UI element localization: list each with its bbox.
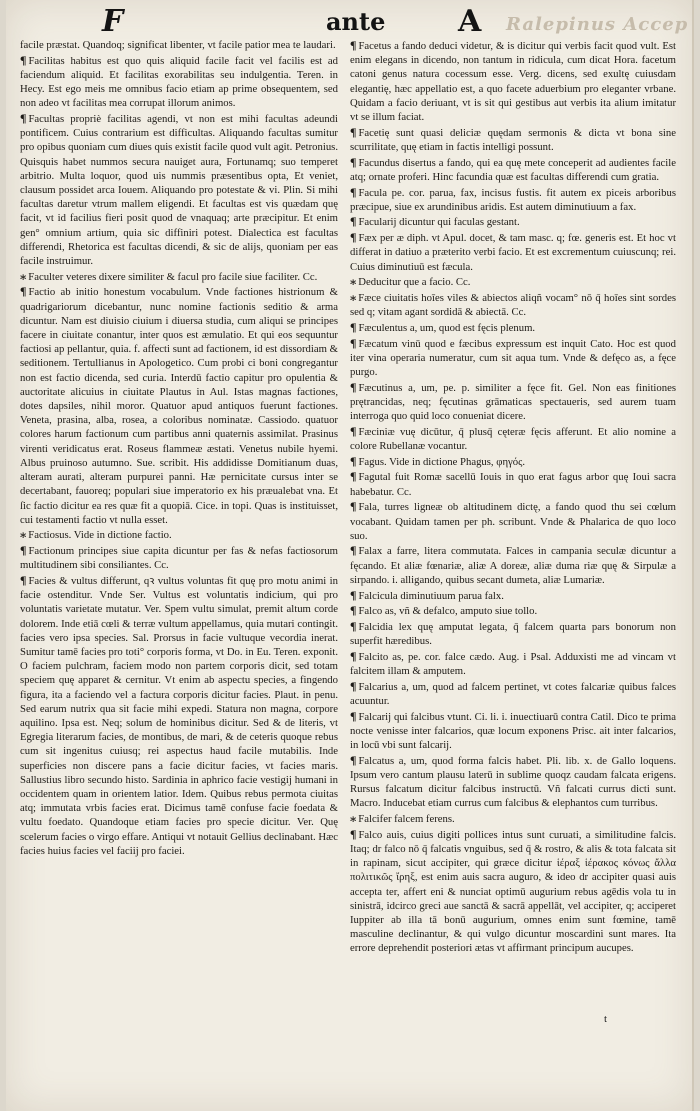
paragraph-mark-icon: ¶	[350, 648, 357, 663]
dictionary-entry	[20, 284, 338, 526]
entry-text: Factiosus. Vide in dictione factio.	[28, 529, 172, 542]
page-edge	[692, 0, 694, 1111]
entry-text: Falco as, vñ & defalco, amputo siue tollo.	[358, 605, 538, 618]
paragraph-mark-icon: ¶	[350, 603, 357, 618]
entry-text: Fæciniæ vuę dicūtur, q̄ plusq̄ cęteræ fęcis afferunt. Et alio nomine a colore Rubellanæ vocantur.	[350, 425, 676, 452]
entry-text: Facula pe. cor. parua, fax, incisus fustis. fit autem ex piceis arboribus præcipue, siue ex arundinibus aridis. Est autem diminutiuum a fax.	[350, 186, 676, 213]
dictionary-entry	[350, 380, 676, 424]
entry-text: Fagus. Vide in dictione Phagus, φηγός.	[358, 455, 526, 468]
dictionary-entry	[350, 753, 676, 811]
dictionary-entry	[350, 499, 676, 543]
paragraph-mark-icon: ¶	[350, 335, 357, 350]
paragraph-mark-icon: ¶	[350, 319, 357, 334]
dictionary-entry	[350, 274, 676, 289]
paragraph-mark-icon: ¶	[350, 587, 357, 602]
paragraph-mark-icon: ¶	[20, 573, 27, 588]
dictionary-entry	[350, 603, 676, 618]
dictionary-entry	[350, 320, 676, 335]
entry-text: Fala, turres ligneæ ob altitudinem dictę, a fando quod thu sei cœlum vocabant. Quidam tamen per ph. scribunt. Vnde & Phalarica de quo loco suo.	[350, 501, 676, 542]
entry-text: Falco auis, cuius digiti pollices intus sunt curuati, a similitudine falcis. Itaq; dr falco nō q̄ falcatis vnguibus, sed q̄ & rostro, & alis & tota falcata sit in rapinam, sicut accipiter, qui græce dicitur ἱέραξ ἱέρακος κόνως ἄλλα πολιτικῶς ἴρηξ, est enim auis sacra auguro, & ideo dr accipiter quasi auis accepta ter, affert eni & nunciat optimū augurium rebus agēdis vola tu in sinistrā, idcirco greci aue sanctā & sacrā appellāt, vel accipiter, q; acciperet Iuppiter ab illa tā bonū augurium, omnes enim sunt fœmine, tamē masculine declinantur, & qui vulgo dicuntur moscardini sunt mares. Ita errore deprehendit posteriori ætas vt affirmant principum aucupes.	[350, 828, 676, 955]
paragraph-mark-icon: ¶	[350, 453, 357, 468]
entry-text: Deducitur que a facio. Cc.	[358, 276, 471, 289]
paragraph-mark-icon: ¶	[350, 543, 357, 558]
entry-text: Facultas propriè facilitas agendi, vt non est mihi facultas adeundi pontificem. Cuius contrarium est difficultas. Aliquando facultas sumitur pro opibus quoniam cum diues quis existit facile quod vult agit. Petronius. Quisquis habet nummos secura nauiget aura, Fortunamq; suo temperet arbitrio. Multa loquor, quod uis nummis præsentibus opta, Et veniet, clausum possidet arca Iouem. Aliquando pro potestate & vi. Plin. Si mihi facultas daretur vtrum mallem eligendi. Et facultas est vis quædam quę facit, vt id facilius fieri posit quod de vnaquaq; arte præcipitur. Et enim gen° omnium artium, quia sic diffiniri potest. Dialectica est facultas differendi, Rhetorica est facultas dicendi, & sic de alijs, quoniam per eas facile instruimur.	[20, 113, 338, 268]
paragraph-mark-icon: ⁎	[20, 268, 27, 283]
running-head	[6, 6, 694, 38]
dictionary-entry	[350, 827, 676, 956]
dictionary-entry	[350, 125, 676, 154]
entry-text: Fæcatum vinū quod e fæcibus expressum est inquit Cato. Hoc est quod iter vina operaria numeratur, cum sit aqua tum. Vnde & defęco as, a fęce purgo.	[350, 337, 676, 378]
entry-text: Facies & vultus differunt, qꝛ vultus voluntas fit quę pro motu animi in facie ostenditur. Vnde Ser. Vultus est voluntatis indicium, qui pro voluntatis varietate mutatur. Ver. Spem vultu simulat, premit altum corde dolorem. Inde etiā cœli & terræ vultum appellamus, quia mutari contingit. facies vero ipsa species. Sal. Prorsus in facie vultuque vecordia inerat. Sumitur tamē facies pro toti° corporis forma, vt Do. in Eu. Teren. exponit. O faciem pulchram, faciem modo non partem corporis dicit, sed totam speciem quę apparet & cernitur. Vt enim ab aspectu species, a fingendo figura, ita a faciendo vel a factura corporis dicitur facies. Plaut. in penu. Sed earum nutrix qua sit facie mihi expedi. Statura non magna, corpore aquilino. Ipsa est. Neq; solum de hominibus dicitur. Sed & de literis, vt Egregia literarum facies, de montibus, de mari, & de ceteris quoque rebus cum sit ingenitus cuiusq; rei aspectus haud facile mutabilis. Inde superficies non discere pans a facie dicitur facies, vt facies maris. Sallustius libro secundo histo. Sardinia in aphrico facie vestigij humani in occidentem quam in orientem latior. Idem. Quibus rebus permota ciuitas atq; immutata vrbis facies erat. Dicimus tamē confuse facie foedata & vultu foedato. Quandoque etiam facies pro specie dicitur. Ver. Quę scelerum facies o virgo effare. Antiqui vt notauit Gellius declinabant. Hæc facies huius facies vel faciij pro faciei.	[20, 575, 338, 857]
dictionary-entry	[350, 469, 676, 498]
paragraph-mark-icon: ¶	[350, 124, 357, 139]
entry-text: Fagutal fuit Romæ sacellū Iouis in quo erat fagus arbor quę Ioui sacra habebatur. Cc.	[350, 471, 676, 498]
dictionary-entry	[350, 679, 676, 708]
dictionary-entry	[350, 424, 676, 453]
dictionary-entry	[350, 290, 676, 319]
entry-text: Factio ab initio honestum vocabulum. Vnde factiones histrionum & quadrigariorum dicebantur, nunc nomine factionis seditio & arma dicuntur. Nam est diuisio ciuium i diuersa studia, cum aliqui se principes facere in ciuitate conantur, inter quos est æmulatio. Et qui eos sequuntur factiosi ap pellantur, quia. f. affecti sunt ad factionem, id est dissordiam & seditionem. Tertullianus in Apologetico. Cum probi ci boni congregantur non est factio dicenda, sed curia. Interdū factio capitur pro opulentia & auctoritate alicuius in ciuitate Plautus in Aul. Istas magnas factiones, dotes dapsiles, nihil moror. Quatuor apud antiquos fuerunt factiones. Veneta, prasina, alba, rosea, a coloribus nominatæ. Cassiodo. quatuor colores harum factionum cum partibus anni quaternis assimilat. Prasinus virenti veridicatus erat. Roseus flammeæ æstati. Venetus nubile hyemi. Albus pruinoso autumno. Sue. scribit. His addidisse Domitianum duas, alteram aurati, alteram purpurei panni. Hæ pernicitate cursus inter se decertabant, fauoreq; populari siue imperatorio ex his præualebat vna. Et ſic factio dicitur ea res quæ fit a quopiā. Cice. in topi. Quas is instituisset, cui testamenti factio vt nulla esset.	[20, 286, 338, 526]
folio-mark: t	[604, 1013, 608, 1025]
entry-text: Falcatus a, um, quod forma falcis habet. Pli. lib. x. de Gallo loquens. Ipsum vero cantum plausu laterū in sublime quoqz caudam falcata erigens. Rursus falcatum dicitur falcibus instructū. Vñ falcati currus dicti sunt. Macro. Inducebat etiam currus cum falcibus & elephantos cum turribus.	[350, 754, 676, 810]
paragraph-mark-icon: ⁎	[350, 289, 357, 304]
entry-text: Facundus disertus a fando, qui ea quę mete conceperit ad audientes facile atq; ornate proferi. Hinc facundia quæ est facultas differendi cum gratia.	[350, 156, 676, 183]
dictionary-entry	[20, 527, 338, 542]
paragraph-mark-icon: ¶	[20, 543, 27, 558]
dictionary-entry	[350, 214, 676, 229]
entry-text: Fæce ciuitatis hoīes viles & abiectos aliqñ vocam° nō q̄ hoīes sint sordes sed q; vitam agant sordidā & abiectā. Cc.	[350, 291, 676, 319]
paragraph-mark-icon: ¶	[350, 154, 357, 169]
dictionary-entry	[350, 230, 676, 274]
dictionary-entry	[350, 336, 676, 380]
entry-text: Falax a farre, litera commutata. Falces in campania seculæ dicuntur a fęcando. Et aliæ fœnariæ, aliæ A doreæ, aliæ duma riæ quę & Sirpulæ a sirpando. i. alligando, quibus secant dumeta, aliæ Lumariæ.	[350, 545, 676, 586]
entry-text: facile præstat. Quandoq; significat libenter, vt facile patior mea te laudari.	[20, 39, 336, 51]
dictionary-entry	[350, 38, 676, 124]
entry-text: Fæx per æ diph. vt Apul. docet, & tam masc. q; fœ. generis est. Et hoc vt differat in datiuo a præterito verbi facio. Et est excrementum cuiuscunq; rei. Cuius diminutiuū est fæcula.	[350, 232, 676, 273]
dictionary-entry	[350, 454, 676, 469]
show-through-text: Ralepinus Accep	[506, 14, 689, 35]
dictionary-entry	[20, 53, 338, 111]
entry-text: Fæcutinus a, um, pe. p. similiter a fęce fit. Gel. Non eas finitiones prętrancidas, neq; fęcutinas grāmaticas spectaueris, sed aurem tuam interroga quo quid loco conueniat dicere.	[350, 381, 676, 423]
dictionary-entry	[350, 588, 676, 603]
running-head-left-letter: F	[102, 4, 124, 39]
entry-text: Falcidia lex quę amputat legata, q̄ falcem quarta pars bonorum non superfit hæredibus.	[350, 620, 676, 648]
paragraph-mark-icon: ¶	[350, 499, 357, 514]
entry-text: Faculter veteres dixere similiter & facul pro facile siue faciliter. Cc.	[28, 270, 318, 283]
paragraph-mark-icon: ¶	[350, 230, 357, 245]
paragraph-mark-icon: ⁎	[20, 527, 27, 542]
dictionary-entry	[350, 709, 676, 753]
paragraph-mark-icon: ⁎	[350, 811, 357, 826]
paragraph-mark-icon: ¶	[350, 469, 357, 484]
dictionary-entry	[20, 269, 338, 284]
right-text-column	[350, 38, 676, 956]
entry-text: Facularij dicuntur qui faculas gestant.	[358, 216, 520, 229]
paragraph-mark-icon: ¶	[350, 678, 357, 693]
paragraph-mark-icon: ⁎	[350, 274, 357, 289]
entry-text: Falcifer falcem ferens.	[358, 813, 455, 826]
dictionary-entry	[350, 155, 676, 184]
entry-text: Facetię sunt quasi deliciæ quędam sermonis & dicta vt bona sine scurrilitate, quę etiam in factis intelligi possunt.	[350, 126, 676, 153]
paragraph-mark-icon: ¶	[350, 826, 357, 841]
dictionary-entry	[20, 543, 338, 572]
dictionary-entry	[350, 543, 676, 587]
entry-text: Falcarius a, um, quod ad falcem pertinet, vt cotes falcariæ quibus falces acuuntur.	[350, 680, 676, 707]
entry-text: Facilitas habitus est quo quis aliquid facile facit vel facilis est ad faciendum aliquid. Et facilitas exorabilitas seu indulgentia. Teren. in Hecy. Est ego meis me omnibus facio etiam ap prime obsequentem, sed non adeo vt facilitas mea corrupat illorum animos.	[20, 54, 338, 110]
paragraph-mark-icon: ¶	[20, 111, 27, 126]
running-head-center-word: ante	[326, 7, 386, 36]
left-text-column	[20, 38, 338, 859]
paragraph-mark-icon: ¶	[20, 52, 27, 67]
dictionary-entry	[350, 619, 676, 648]
paragraph-mark-icon: ¶	[350, 618, 357, 633]
book-page	[6, 0, 694, 1111]
entry-text: Fæculentus a, um, quod est fęcis plenum.	[358, 321, 536, 334]
dictionary-entry	[350, 649, 676, 678]
paragraph-mark-icon: ¶	[20, 284, 27, 299]
running-head-right-letter: A	[458, 4, 482, 39]
entry-text: Factionum principes siue capita dicuntur per fas & nefas factiosorum multitudinem sibi consiliantes. Cc.	[20, 545, 338, 572]
entry-text: Falcito as, pe. cor. falce cædo. Aug. i Psal. Adduxisti me ad vincam vt falcitem illam & amputem.	[350, 650, 676, 678]
paragraph-mark-icon: ¶	[350, 38, 357, 52]
paragraph-mark-icon: ¶	[350, 752, 357, 767]
entry-text: Falcarij qui falcibus vtunt. Ci. li. i. inuectiuarū contra Catil. Dico te prima nocte venisse inter falcarios, quæ locum exponens Prisc. ait inter falcarios, in locū vbi sunt falcarij.	[350, 710, 676, 752]
paragraph-mark-icon: ¶	[350, 214, 357, 229]
dictionary-entry	[20, 111, 338, 268]
dictionary-entry	[20, 573, 338, 858]
dictionary-entry	[20, 38, 338, 52]
dictionary-entry	[350, 185, 676, 214]
entry-text: Falcicula diminutiuum parua falx.	[358, 589, 504, 602]
paragraph-mark-icon: ¶	[350, 184, 357, 199]
dictionary-entry	[350, 811, 676, 826]
paragraph-mark-icon: ¶	[350, 708, 357, 723]
paragraph-mark-icon: ¶	[350, 379, 357, 394]
paragraph-mark-icon: ¶	[350, 423, 357, 438]
entry-text: Facetus a fando deduci videtur, & is dicitur qui verbis facit quod vult. Est enim elegans in dicendo, non tantum in ridicula, cum dicat Hora. facetum catoni genus natura cocessum esse. Verg. dicens, sed exultę cuiusdam elegantię, hæc appellatio est, a quo facete aduerbium pro eleganter vrbane. Quidam a facio deriuant, vt is sit qui gestibus aut verbis ita alium imitatur vt se illum faciat.	[350, 40, 676, 124]
